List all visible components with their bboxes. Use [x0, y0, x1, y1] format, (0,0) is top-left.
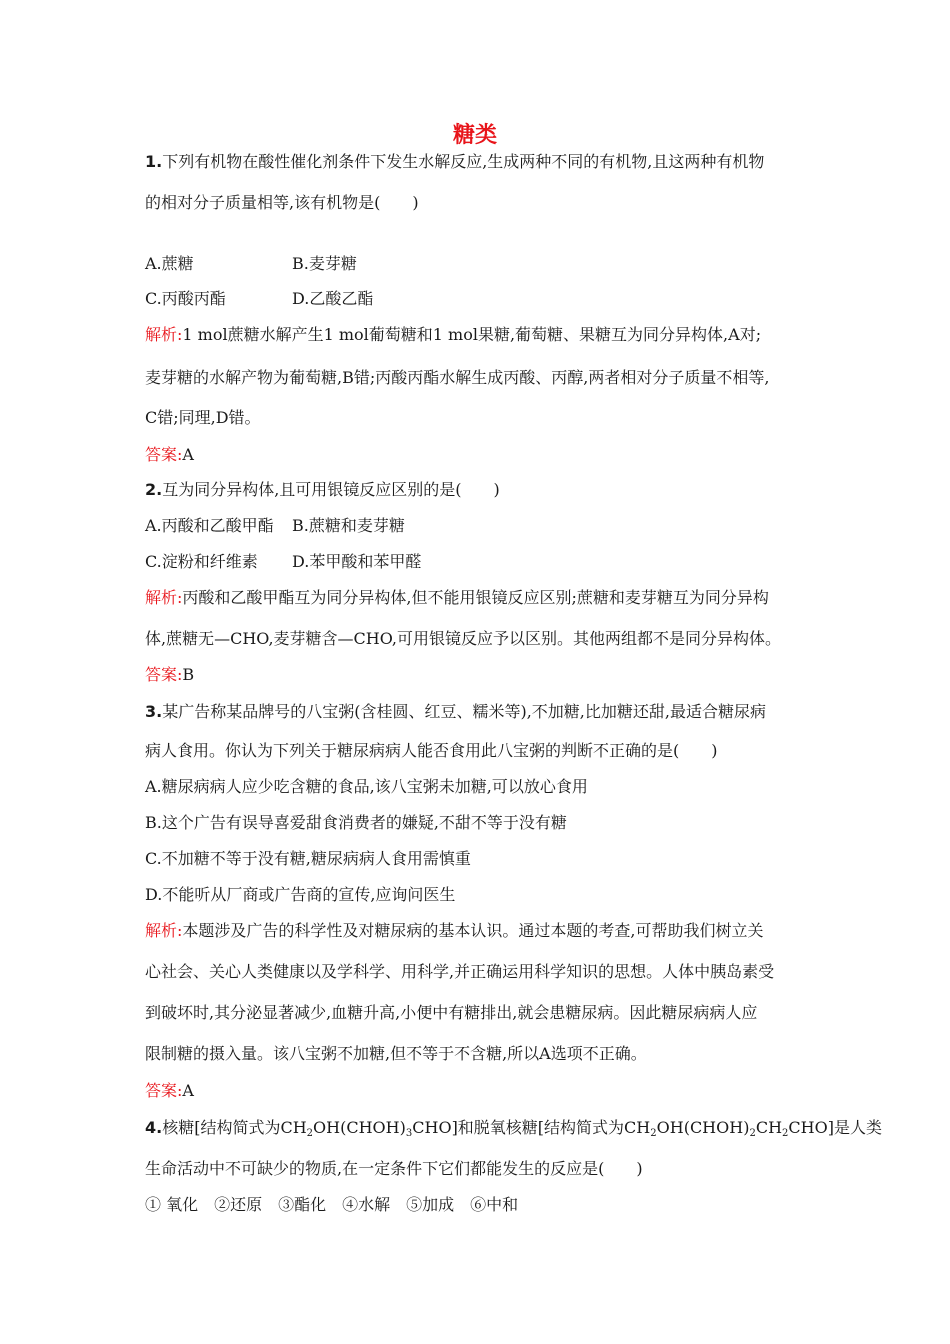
q3-analysis-line2: 心社会、关心人类健康以及学科学、用科学,并正确运用科学知识的思想。人体中胰岛素受: [145, 962, 775, 981]
q4-stem-part-f: CHO]是人类: [788, 1118, 882, 1137]
q4-number: 4.: [145, 1118, 163, 1137]
q1-option-d: D.乙酸乙酯: [292, 289, 374, 308]
q2-analysis-text1: 丙酸和乙酸甲酯互为同分异构体,但不能用银镜反应区别;蔗糖和麦芽糖互为同分异构: [182, 588, 769, 607]
q3-analysis-line3: 到破坏时,其分泌显著减少,血糖升高,小便中有糖排出,就会患糖尿病。因此糖尿病病人应: [145, 1003, 758, 1022]
q3-analysis-label: 解析:: [145, 921, 183, 940]
q1-stem-line2: 的相对分子质量相等,该有机物是( ): [145, 193, 419, 212]
q1-analysis-label: 解析:: [145, 325, 183, 344]
q4-subscript: 2: [749, 1128, 756, 1139]
page-title: 糖类: [452, 123, 497, 148]
q4-subscript: 3: [405, 1128, 413, 1139]
q3-option-d: D.不能听从厂商或广告商的宣传,应询问医生: [145, 885, 456, 904]
q3-option-b: B.这个广告有误导喜爱甜食消费者的嫌疑,不甜不等于没有糖: [145, 813, 567, 832]
q3-stem-line2: 病人食用。你认为下列关于糖尿病病人能否食用此八宝粥的判断不正确的是( ): [145, 741, 718, 760]
q3-answer-label: 答案:: [145, 1081, 183, 1100]
q1-answer: [145, 445, 194, 465]
q1-analysis-text1: 1 mol蔗糖水解产生1 mol葡萄糖和1 mol果糖,葡萄糖、果糖互为同分异构体,A对;: [182, 325, 762, 344]
q2-number: 2.: [145, 480, 163, 499]
q1-stem-line1: [145, 152, 764, 172]
q3-analysis-line4: 限制糖的摄入量。该八宝粥不加糖,但不等于不含糖,所以A选项不正确。: [145, 1044, 647, 1063]
q4-stem-part-c: CHO]和脱氧核糖[结构简式为CH: [412, 1118, 651, 1137]
q2-analysis-label: 解析:: [145, 588, 183, 607]
q4-stem-line2: 生命活动中不可缺少的物质,在一定条件下它们都能发生的反应是( ): [145, 1159, 643, 1178]
q2-analysis-line2: 体,蔗糖无—CHO,麦芽糖含—CHO,可用银镜反应予以区别。其他两组都不是同分异构体。: [145, 629, 782, 648]
q2-stem-text1: 互为同分异构体,且可用银镜反应区别的是( ): [162, 480, 500, 499]
q3-answer-value: A: [182, 1081, 194, 1100]
q4-stem-part-a: 核糖[结构简式为CH: [162, 1118, 307, 1137]
q4-subscript: 2: [650, 1128, 657, 1139]
q3-stem-line1: [145, 702, 766, 722]
q3-answer: [145, 1081, 194, 1101]
q3-option-c: C.不加糖不等于没有糖,糖尿病病人食用需慎重: [145, 849, 471, 868]
q1-analysis-line1: [145, 325, 761, 345]
q3-stem-text1: 某广告称某品牌号的八宝粥(含桂圆、红豆、糯米等),不加糖,比加糖还甜,最适合糖尿病: [162, 702, 766, 721]
q2-stem-line1: [145, 480, 500, 500]
q2-answer-value: B: [182, 665, 195, 684]
q3-analysis-line1: [145, 921, 764, 941]
q1-answer-value: A: [182, 445, 194, 464]
q2-answer: [145, 665, 194, 685]
q1-number: 1.: [145, 152, 163, 171]
q4-stem-part-b: OH(CHOH): [313, 1118, 406, 1137]
q2-analysis-line1: [145, 588, 769, 608]
q4-subscript: 2: [306, 1128, 314, 1139]
q3-number: 3.: [145, 702, 163, 721]
q4-stem-line1: [145, 1118, 882, 1144]
q4-stem-part-d: OH(CHOH): [656, 1118, 750, 1137]
q1-option-c: C.丙酸丙酯: [145, 289, 226, 308]
q4-subscript: 2: [782, 1128, 789, 1139]
q2-option-d: D.苯甲酸和苯甲醛: [292, 552, 422, 571]
q3-option-a: A.糖尿病病人应少吃含糖的食品,该八宝粥未加糖,可以放心食用: [145, 777, 588, 796]
q2-option-a: A.丙酸和乙酸甲酯: [145, 516, 274, 535]
q1-option-b: B.麦芽糖: [292, 254, 357, 273]
q1-option-a: A.蔗糖: [145, 254, 194, 273]
q1-analysis-line3: C错;同理,D错。: [145, 408, 261, 427]
q2-option-c: C.淀粉和纤维素: [145, 552, 258, 571]
q2-answer-label: 答案:: [145, 665, 183, 684]
q1-answer-label: 答案:: [145, 445, 183, 464]
q4-options: ① 氧化 ②还原 ③酯化 ④水解 ⑤加成 ⑥中和: [145, 1195, 519, 1214]
q4-stem-part-e: CH: [755, 1118, 783, 1137]
q1-analysis-line2: 麦芽糖的水解产物为葡萄糖,B错;丙酸丙酯水解生成丙酸、丙醇,两者相对分子质量不相等,: [145, 368, 770, 387]
q3-analysis-text1: 本题涉及广告的科学性及对糖尿病的基本认识。通过本题的考查,可帮助我们树立关: [182, 921, 764, 940]
q2-option-b: B.蔗糖和麦芽糖: [292, 516, 405, 535]
q1-stem-text1: 下列有机物在酸性催化剂条件下发生水解反应,生成两种不同的有机物,且这两种有机物: [162, 152, 765, 171]
